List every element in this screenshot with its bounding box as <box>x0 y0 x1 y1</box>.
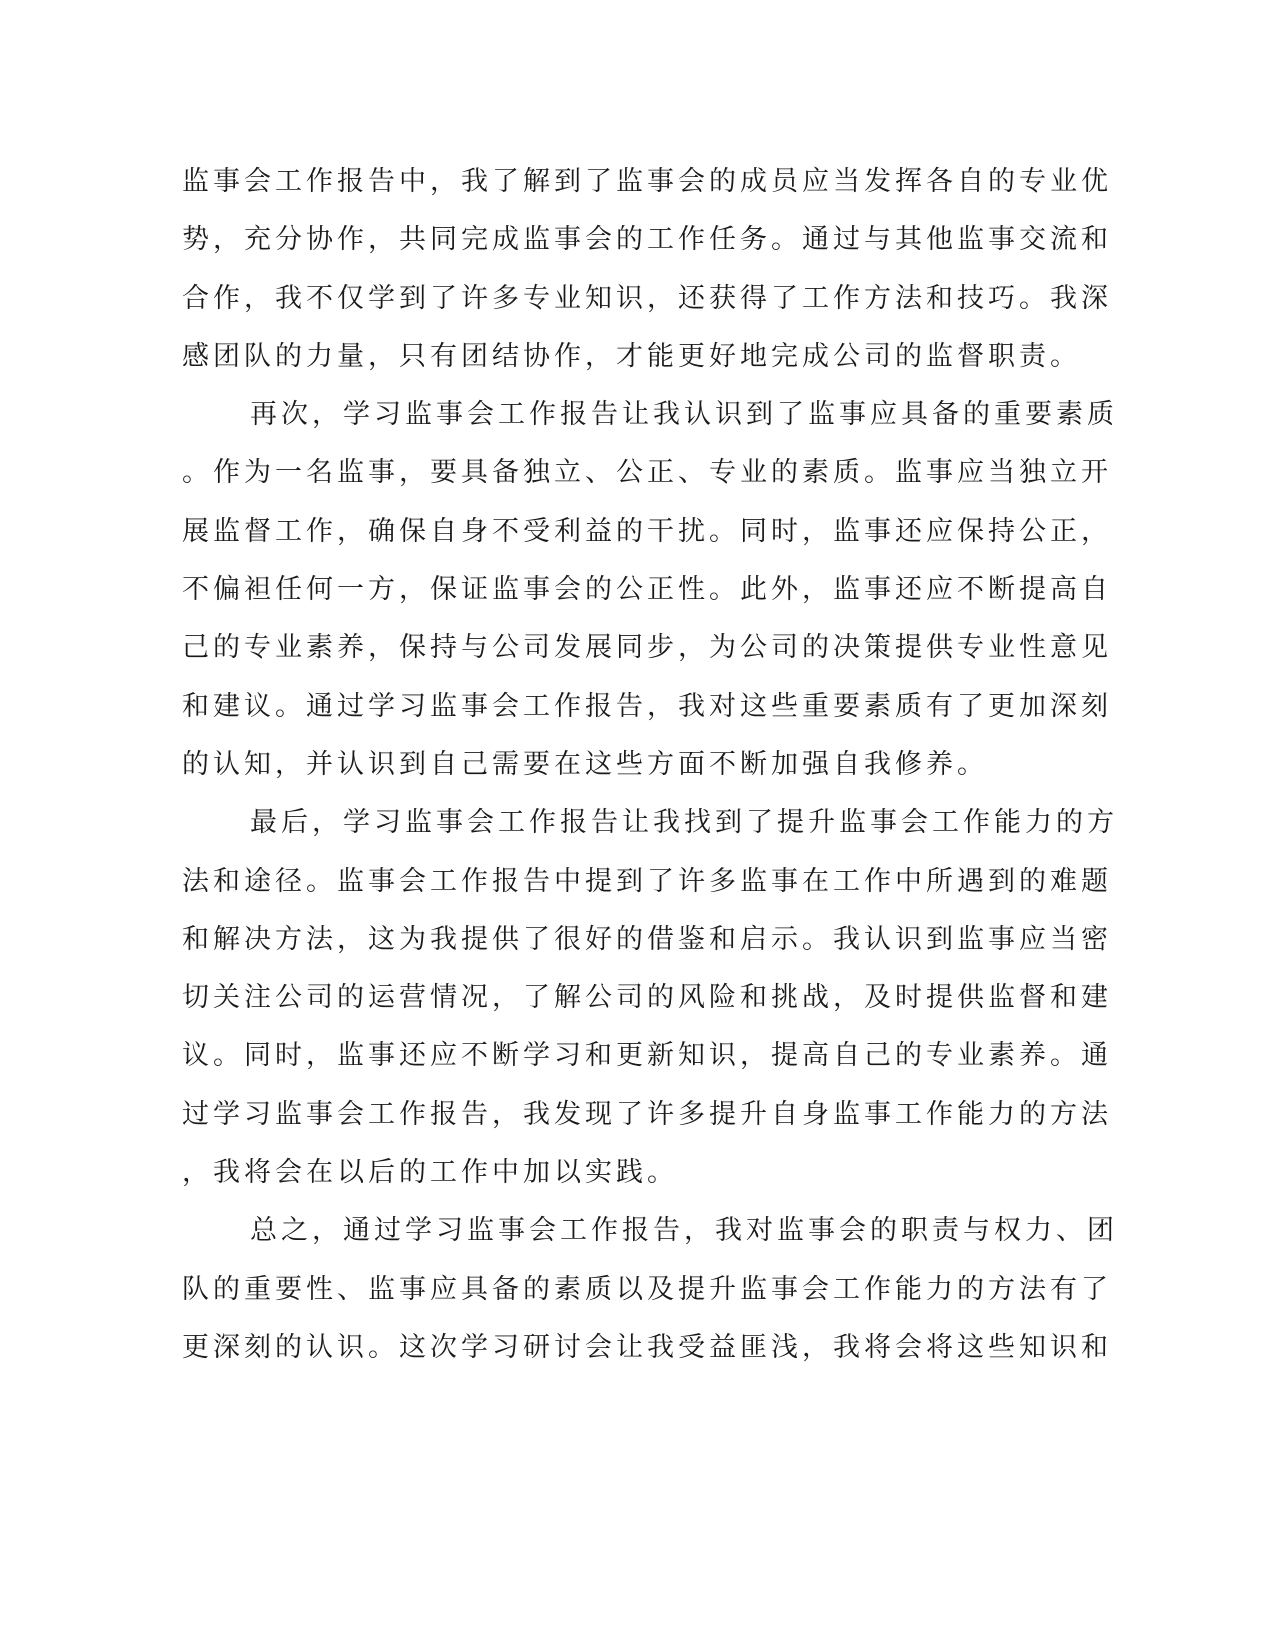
text-line: 合作，我不仅学到了许多专业知识，还获得了工作方法和技巧。我深 <box>182 282 1112 314</box>
text-line: 切关注公司的运营情况，了解公司的风险和挑战，及时提供监督和建 <box>182 982 1112 1014</box>
text-line: 议。同时，监事还应不断学习和更新知识，提高自己的专业素养。通 <box>182 1040 1112 1072</box>
body-text <box>182 158 1118 1382</box>
text-line: 的认知，并认识到自己需要在这些方面不断加强自我修养。 <box>182 748 988 780</box>
text-line: 。作为一名监事，要具备独立、公正、专业的素质。监事应当独立开 <box>182 457 1112 489</box>
text-line: 和解决方法，这为我提供了很好的借鉴和启示。我认识到监事应当密 <box>182 923 1112 955</box>
text-line: 感团队的力量，只有团结协作，才能更好地完成公司的监督职责。 <box>182 340 1081 372</box>
text-line: 势，充分协作，共同完成监事会的工作任务。通过与其他监事交流和 <box>182 224 1112 256</box>
text-line: 和建议。通过学习监事会工作报告，我对这些重要素质有了更加深刻 <box>182 690 1112 722</box>
text-line: 过学习监事会工作报告，我发现了许多提升自身监事工作能力的方法 <box>182 1098 1112 1130</box>
text-line: 队的重要性、监事应具备的素质以及提升监事会工作能力的方法有了 <box>182 1273 1112 1305</box>
paragraph-start-line: 再次，学习监事会工作报告让我认识到了监事应具备的重要素质 <box>250 399 1118 431</box>
text-line: 更深刻的认识。这次学习研讨会让我受益匪浅，我将会将这些知识和 <box>182 1331 1112 1363</box>
text-line: ，我将会在以后的工作中加以实践。 <box>182 1157 678 1189</box>
text-line: 展监督工作，确保自身不受利益的干扰。同时，监事还应保持公正， <box>182 515 1112 547</box>
paragraph-start-line: 最后，学习监事会工作报告让我找到了提升监事会工作能力的方 <box>250 807 1118 839</box>
paragraph-start-line: 总之，通过学习监事会工作报告，我对监事会的职责与权力、团 <box>250 1215 1118 1247</box>
text-line: 己的专业素养，保持与公司发展同步，为公司的决策提供专业性意见 <box>182 632 1112 664</box>
text-line: 不偏袒任何一方，保证监事会的公正性。此外，监事还应不断提高自 <box>182 574 1112 606</box>
text-line: 法和途径。监事会工作报告中提到了许多监事在工作中所遇到的难题 <box>182 865 1112 897</box>
text-line: 监事会工作报告中，我了解到了监事会的成员应当发挥各自的专业优 <box>182 166 1112 197</box>
